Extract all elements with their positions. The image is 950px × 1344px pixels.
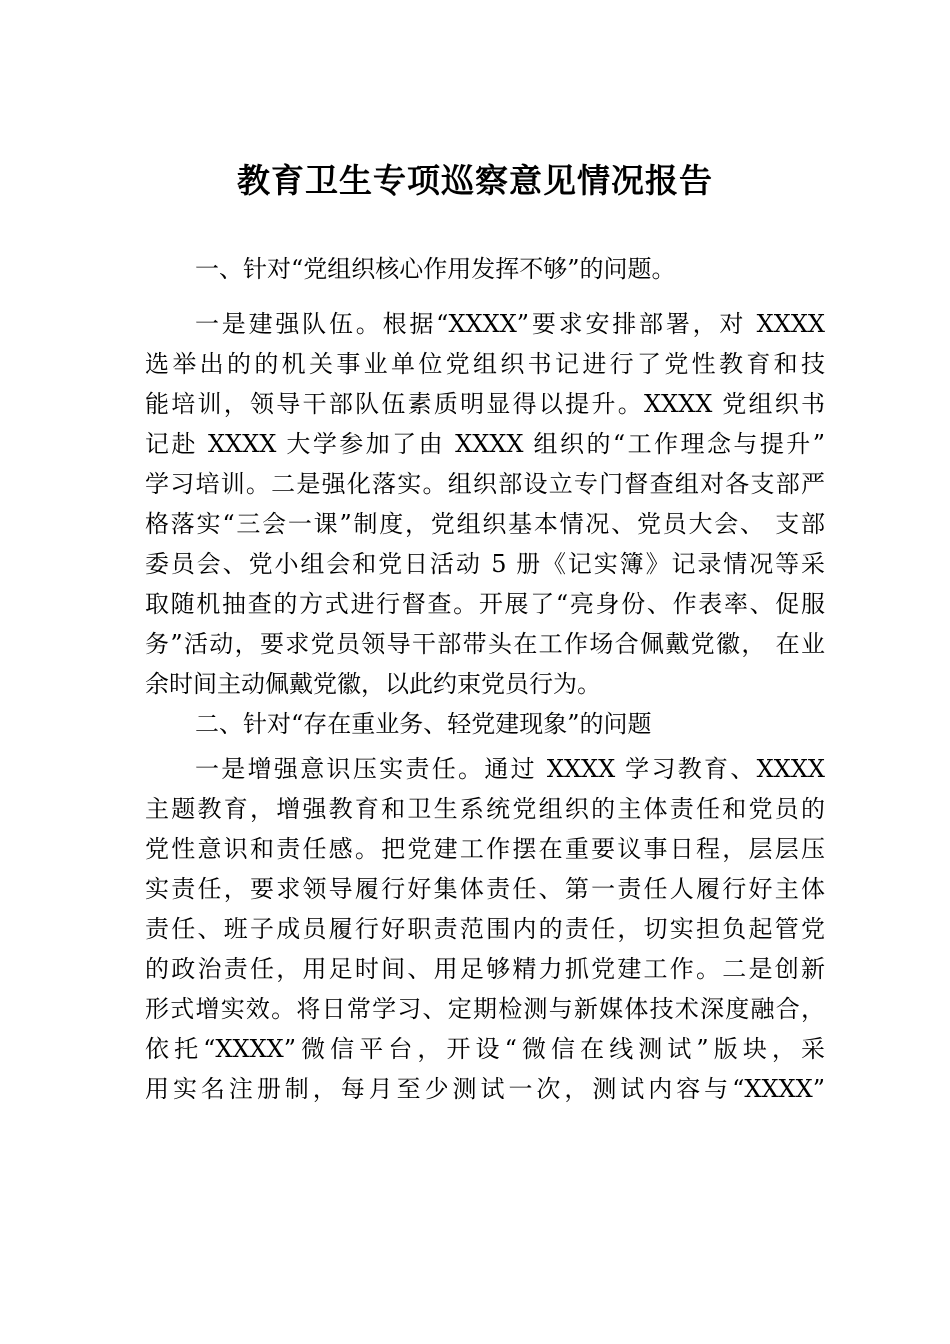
paragraph-line: 的政治责任，用足时间、用足够精力抓党建工作。二是创新 — [145, 955, 825, 983]
document-title: 教育卫生专项巡察意见情况报告 — [237, 161, 713, 200]
paragraph-line: 责任、班子成员履行好职责范围内的责任，切实担负起管党 — [145, 915, 825, 943]
paragraph-line: 实责任，要求领导履行好集体责任、第一责任人履行好主体 — [145, 875, 825, 903]
paragraph-line: 形式增实效。将日常学习、定期检测与新媒体技术深度融合， — [145, 995, 825, 1023]
section-heading-1: 一、针对“党组织核心作用发挥不够”的问题。 — [195, 255, 676, 283]
paragraph-line: 委员会、党小组会和党日活动 5 册《记实簿》记录情况等采 — [145, 550, 825, 578]
paragraph-line: 记赴 XXXX 大学参加了由 XXXX 组织的“工作理念与提升” — [145, 430, 825, 458]
paragraph-line: 学习培训。二是强化落实。组织部设立专门督查组对各支部严 — [145, 470, 825, 498]
paragraph-line: 余时间主动佩戴党徽，以此约束党员行为。 — [145, 670, 601, 698]
paragraph-line: 一是建强队伍。根据“XXXX”要求安排部署，对 XXXX — [195, 310, 825, 338]
paragraph-line: 格落实“三会一课”制度，党组织基本情况、党员大会、 支部 — [145, 510, 825, 538]
section-heading-2: 二、针对“存在重业务、轻党建现象”的问题 — [195, 710, 652, 738]
paragraph-line: 能培训，领导干部队伍素质明显得以提升。XXXX 党组织书 — [145, 390, 825, 418]
paragraph-line: 务”活动，要求党员领导干部带头在工作场合佩戴党徽， 在业 — [145, 630, 825, 658]
paragraph-line: 党性意识和责任感。把党建工作摆在重要议事日程，层层压 — [145, 835, 825, 863]
paragraph-line: 主题教育，增强教育和卫生系统党组织的主体责任和党员的 — [145, 795, 825, 823]
paragraph-line: 选举出的的机关事业单位党组织书记进行了党性教育和技 — [145, 350, 825, 378]
paragraph-line: 取随机抽查的方式进行督查。开展了“亮身份、作表率、促服 — [145, 590, 825, 618]
paragraph-line: 一是增强意识压实责任。通过 XXXX 学习教育、XXXX — [195, 755, 825, 783]
paragraph-line: 用实名注册制，每月至少测试一次，测试内容与“XXXX” — [145, 1075, 825, 1103]
paragraph-line: 依托“XXXX”微信平台，开设“微信在线测试”版块，采 — [145, 1035, 825, 1063]
